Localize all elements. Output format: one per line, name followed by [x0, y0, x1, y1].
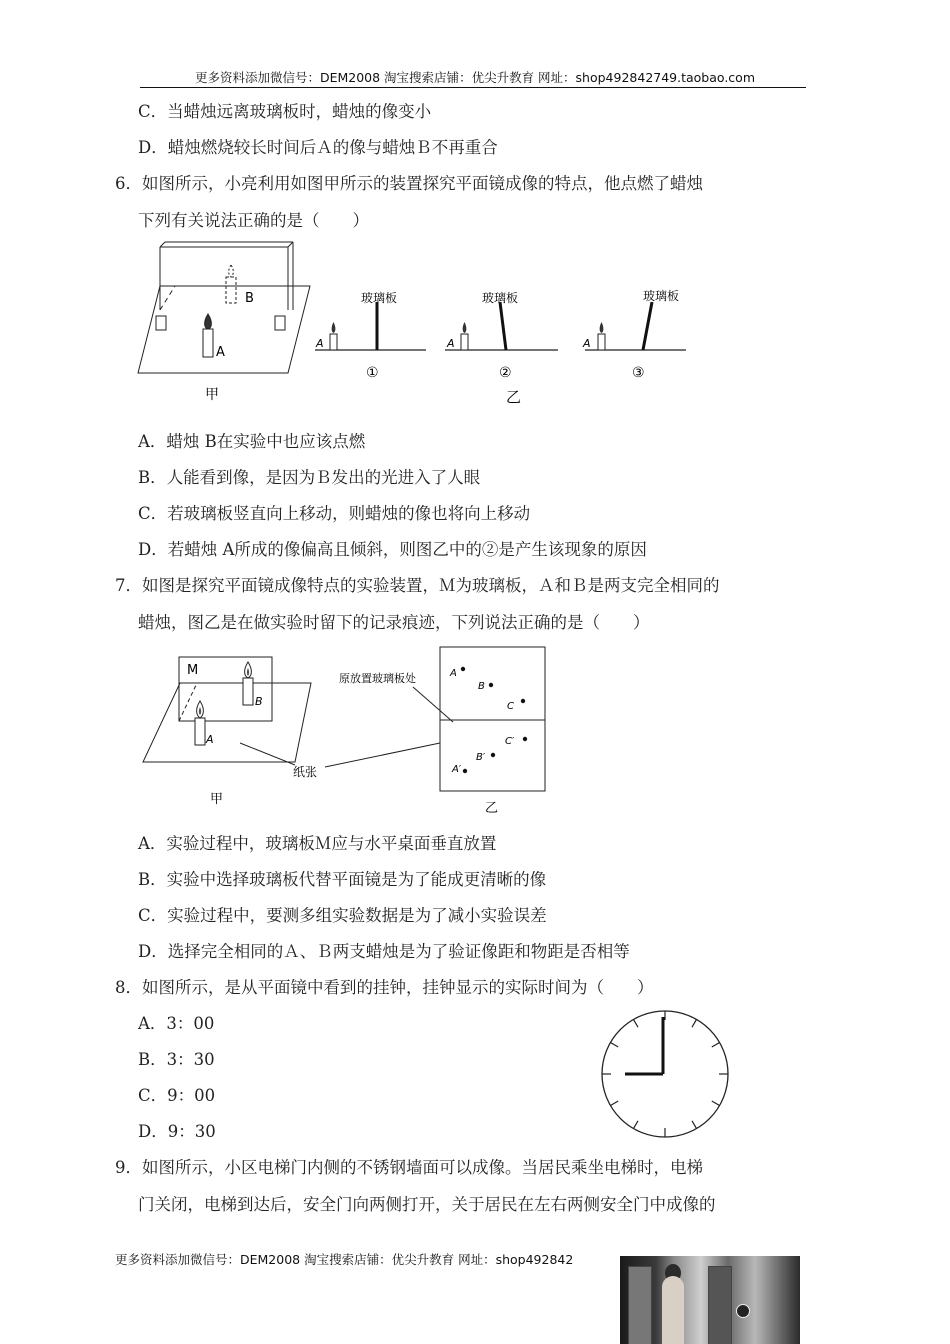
q7-option-d: D．选择完全相同的Ａ、Ｂ两支蜡烛是为了验证像距和物距是否相等	[138, 942, 630, 961]
q9-stem: 9．如图所示，小区电梯门内侧的不锈钢墙面可以成像。当居民乘坐电梯时，电梯	[115, 1158, 703, 1177]
q6-figure	[130, 240, 700, 410]
q7-point-a: A	[450, 668, 457, 679]
q6-option-b: B．人能看到像，是因为Ｂ发出的光进入了人眼	[138, 468, 481, 487]
q7-point-c2: C′	[505, 736, 515, 747]
q9-stem-cont: 门关闭，电梯到达后，安全门向两侧打开，关于居民在左右两侧安全门中成像的	[138, 1195, 716, 1214]
q6-label-a: A	[216, 345, 225, 360]
q6-fig3-glass: 玻璃板	[643, 289, 680, 303]
q6-label-b: B	[245, 291, 254, 306]
q7-option-a: A．实验过程中，玻璃板Ｍ应与水平桌面垂直放置	[138, 834, 497, 853]
q7-label-paper: 纸张	[293, 765, 318, 779]
page-header: 更多资料添加微信号：DEM2008 淘宝搜索店铺：优尖升教育 网址：shop492842749.taobao.com	[194, 70, 756, 85]
q7-point-b2: B′	[476, 752, 486, 763]
q5-option-d: D．蜡烛燃烧较长时间后Ａ的像与蜡烛Ｂ不再重合	[138, 138, 498, 157]
q7-label-glass-pos: 原放置玻璃板处	[339, 672, 416, 685]
q6-num-3: ③	[632, 365, 645, 381]
q7-point-b: B	[478, 681, 485, 692]
q7-label-yi: 乙	[485, 801, 499, 816]
q6-option-d: D．若蜡烛 A所成的像偏高且倾斜，则图乙中的②是产生该现象的原因	[138, 540, 647, 559]
q6-num-2: ②	[499, 365, 512, 381]
q8-stem: 8．如图所示，是从平面镜中看到的挂钟，挂钟显示的实际时间为（ ）	[115, 978, 654, 997]
q5-option-c: C．当蜡烛远离玻璃板时，蜡烛的像变小	[138, 102, 432, 121]
q7-label-b: B	[255, 695, 263, 708]
header-divider	[140, 87, 806, 88]
q7-stem: 7．如图是探究平面镜成像特点的实验装置，Ｍ为玻璃板，Ａ和Ｂ是两支完全相同的	[115, 576, 720, 595]
q6-option-a: A．蜡烛 B在实验中也应该点燃	[138, 432, 366, 451]
q6-stem-cont: 下列有关说法正确的是（ ）	[138, 211, 369, 230]
q7-point-c: C	[507, 701, 514, 712]
q7-option-c: C．实验过程中，要测多组实验数据是为了减小实验误差	[138, 906, 547, 925]
q7-label-m: M	[187, 663, 199, 678]
q7-label-a: A	[206, 733, 214, 746]
page-footer: 更多资料添加微信号：DEM2008 淘宝搜索店铺：优尖升教育 网址：shop492842	[115, 1252, 574, 1267]
q6-fig2-glass: 玻璃板	[482, 291, 519, 305]
q6-fig2-a: A	[447, 337, 455, 350]
q7-label-jia: 甲	[210, 792, 224, 807]
q6-num-1: ①	[366, 365, 379, 381]
q6-stem: 6．如图所示，小亮利用如图甲所示的装置探究平面镜成像的特点，他点燃了蜡烛	[115, 174, 703, 193]
q8-option-d: D．9：30	[138, 1122, 216, 1141]
q6-fig3-a: A	[583, 337, 591, 350]
q6-label-jia: 甲	[205, 387, 219, 403]
q7-stem-cont: 蜡烛，图乙是在做实验时留下的记录痕迹，下列说法正确的是（ ）	[138, 613, 650, 632]
q8-option-b: B．3：30	[138, 1050, 215, 1069]
q8-option-a: A．3：00	[138, 1014, 215, 1033]
q7-option-b: B．实验中选择玻璃板代替平面镜是为了能成更清晰的像	[138, 870, 547, 889]
q8-mirror-clock	[598, 1009, 732, 1143]
q7-figure	[135, 645, 555, 820]
q6-fig1-glass: 玻璃板	[361, 291, 398, 305]
q7-point-a2: A′	[452, 764, 462, 775]
q6-fig1-a: A	[316, 337, 324, 350]
q9-elevator-photo	[620, 1256, 800, 1344]
q8-option-c: C．9：00	[138, 1086, 216, 1105]
q6-label-yi: 乙	[506, 388, 522, 406]
q6-option-c: C．若玻璃板竖直向上移动，则蜡烛的像也将向上移动	[138, 504, 531, 523]
